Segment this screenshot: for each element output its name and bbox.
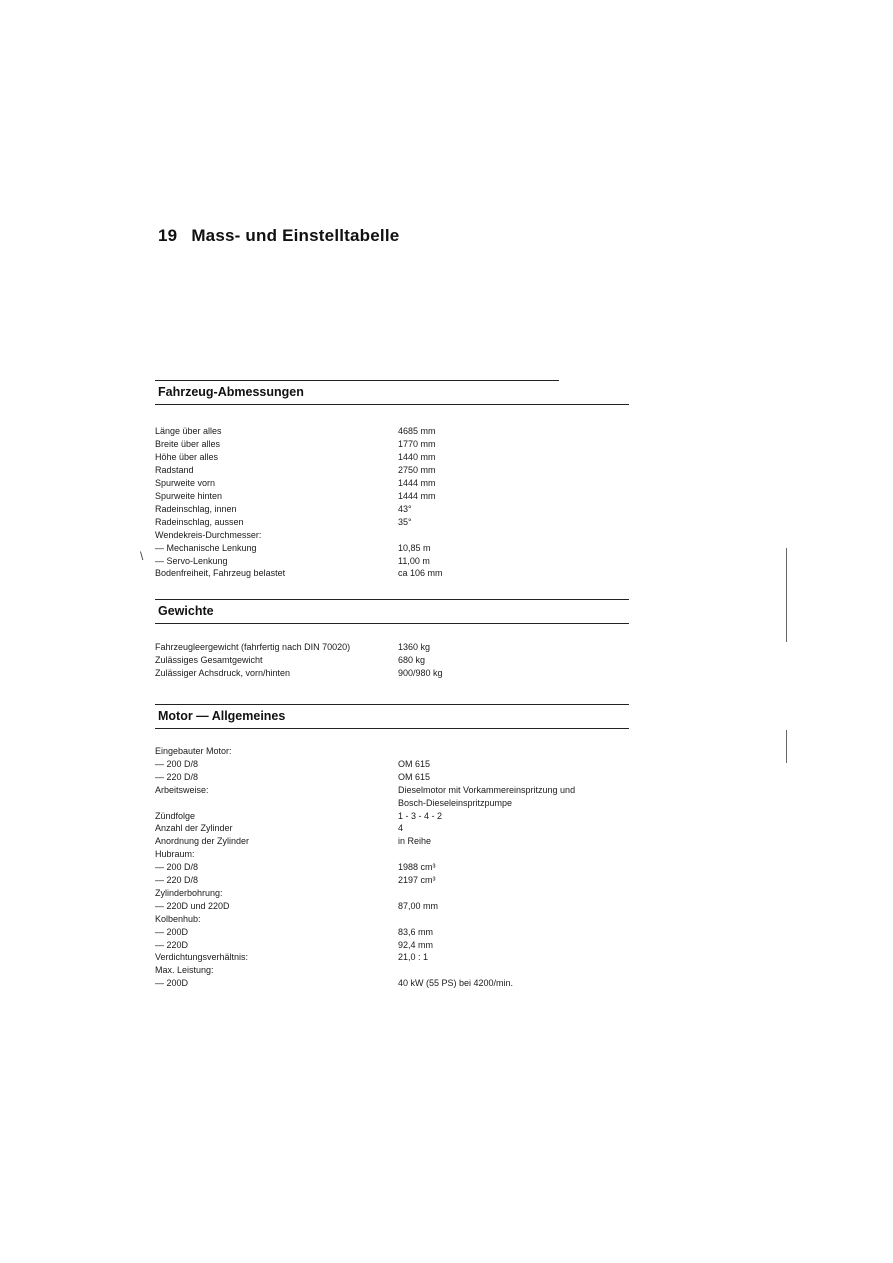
row-label: Wendekreis-Durchmesser: [155, 529, 262, 540]
row-value: OM 615 [398, 771, 431, 782]
table-row [155, 771, 629, 784]
chapter-title: Mass- und Einstelltabelle [191, 226, 400, 245]
section-top-rule [155, 380, 559, 381]
row-label: — 220D und 220D [155, 900, 230, 911]
row-label: Zündfolge [155, 810, 196, 821]
row-label: — 220 D/8 [155, 771, 199, 782]
table-row [155, 939, 629, 952]
table-row [155, 887, 629, 900]
section-fahrzeug-abmessungen [155, 380, 629, 580]
table-row [155, 913, 629, 926]
table-row [155, 667, 629, 680]
table-row [155, 451, 629, 464]
table-row [155, 490, 629, 503]
row-value: 1 - 3 - 4 - 2 [398, 810, 443, 821]
table-row [155, 542, 629, 555]
table-row [155, 835, 629, 848]
scan-margin-line [786, 548, 787, 642]
table-row [155, 951, 629, 964]
row-label: Verdichtungsverhältnis: [155, 952, 249, 963]
table-row [155, 745, 629, 758]
row-value: 680 kg [398, 654, 426, 665]
row-value: 21,0 : 1 [398, 952, 429, 963]
row-label: Länge über alles [155, 426, 222, 436]
row-label: Zylinderbohrung: [155, 887, 223, 898]
row-value: 2750 mm [398, 464, 436, 475]
row-value: 43° [398, 503, 412, 514]
row-label: Höhe über alles [155, 451, 219, 462]
row-label: — Mechanische Lenkung [155, 542, 257, 553]
row-label: — Servo-Lenkung [155, 555, 228, 566]
chapter-heading [158, 226, 399, 246]
row-label: Spurweite hinten [155, 490, 223, 501]
row-value: 92,4 mm [398, 939, 434, 950]
row-label: — 200 D/8 [155, 758, 199, 769]
row-value: 4 [398, 823, 404, 834]
table-row [155, 848, 629, 861]
section-top-rule [155, 704, 629, 705]
row-label: Max. Leistung: [155, 965, 214, 976]
row-label: Eingebauter Motor: [155, 746, 232, 756]
row-label: — 220D [155, 939, 189, 950]
row-label: Spurweite vorn [155, 477, 216, 488]
table-row [155, 567, 629, 580]
row-value: 1440 mm [398, 451, 436, 462]
row-value: 40 kW (55 PS) bei 4200/min. [398, 978, 514, 989]
chapter-number: 19 [158, 226, 178, 245]
row-value: 35° [398, 516, 412, 527]
row-label: Arbeitsweise: [155, 784, 209, 795]
row-label: Anzahl der Zylinder [155, 823, 233, 834]
section-bottom-rule [155, 404, 629, 405]
table-row [155, 861, 629, 874]
row-label: Zulässiger Achsdruck, vorn/hinten [155, 667, 291, 678]
row-label: Radstand [155, 464, 194, 475]
table-row [155, 503, 629, 516]
row-value: 11,00 m [398, 555, 430, 566]
row-label: Zulässiges Gesamtgewicht [155, 654, 263, 665]
row-value: 87,00 mm [398, 900, 439, 911]
table-row [155, 810, 629, 823]
row-value: 1770 mm [398, 438, 436, 449]
row-label: Kolbenhub: [155, 913, 201, 924]
section-gewichte [155, 599, 629, 689]
row-value: Dieselmotor mit Vorkammereinspritzung und [398, 784, 576, 795]
row-label: — 200 D/8 [155, 862, 199, 873]
row-label: Breite über alles [155, 438, 221, 449]
table-row [155, 516, 629, 529]
scan-stray-mark: \ [140, 549, 144, 563]
row-label: Radeinschlag, aussen [155, 516, 244, 527]
row-value: 900/980 kg [398, 667, 443, 678]
row-label: — 220 D/8 [155, 875, 199, 885]
section-bottom-rule [155, 623, 629, 624]
table-row [155, 425, 629, 438]
row-label: — 200D [155, 926, 189, 937]
row-label: Bodenfreiheit, Fahrzeug belastet [155, 568, 286, 579]
row-value: 83,6 mm [398, 926, 434, 937]
table-row [155, 438, 629, 451]
scan-margin-line [786, 730, 787, 763]
row-value: 1360 kg [398, 642, 431, 652]
row-label: Hubraum: [155, 849, 195, 860]
row-value: 1444 mm [398, 490, 436, 501]
section-motor-allgemeines [155, 704, 629, 1004]
table-row [155, 797, 629, 810]
section-bottom-rule [155, 728, 629, 729]
row-value: 1444 mm [398, 477, 436, 488]
section-title: Motor — Allgemeines [158, 709, 286, 723]
row-label: — 200D [155, 978, 189, 989]
row-label: Radeinschlag, innen [155, 503, 237, 514]
row-value: Bosch-Dieseleinspritzpumpe [398, 797, 513, 808]
row-value: 10,85 m [398, 542, 431, 553]
row-value: 2197 cm³ [398, 875, 436, 885]
table-row [155, 784, 629, 797]
table-row [155, 654, 629, 667]
table-row [155, 477, 629, 490]
row-value: 1988 cm³ [398, 862, 436, 873]
section-title: Fahrzeug-Abmessungen [158, 385, 304, 399]
row-value: 4685 mm [398, 426, 436, 436]
row-value: in Reihe [398, 836, 432, 847]
table-row [155, 529, 629, 542]
table-row [155, 874, 629, 887]
row-value: ca 106 mm [398, 568, 443, 579]
table-row [155, 555, 629, 568]
table-row [155, 822, 629, 835]
row-label: Fahrzeugleergewicht (fahrfertig nach DIN 70020) [155, 642, 351, 652]
table-row [155, 464, 629, 477]
section-top-rule [155, 599, 629, 600]
table-row [155, 977, 629, 990]
row-value: OM 615 [398, 758, 431, 769]
section-title: Gewichte [158, 604, 214, 618]
row-label: Anordnung der Zylinder [155, 836, 250, 847]
table-row [155, 641, 629, 654]
table-row [155, 926, 629, 939]
table-row [155, 900, 629, 913]
table-row [155, 964, 629, 977]
table-row [155, 758, 629, 771]
